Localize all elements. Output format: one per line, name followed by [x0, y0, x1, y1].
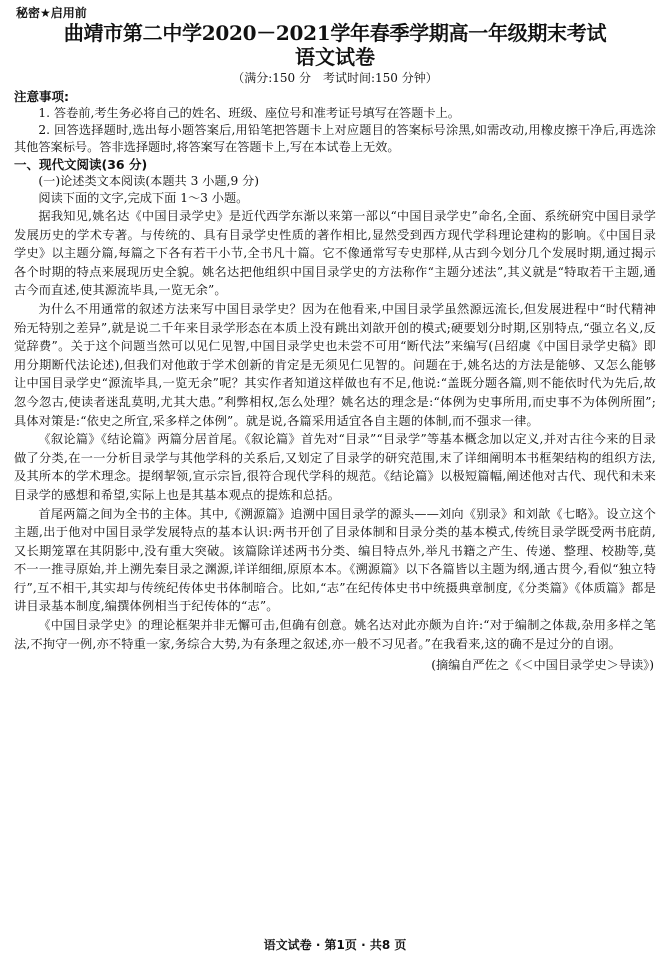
notice-heading: 注意事项: [14, 89, 69, 104]
section-sub-heading: (一)论述类文本阅读(本题共 3 小题,9 分) [38, 174, 260, 188]
passage-paragraph: 为什么不用通常的叙述方法来写中国目录学史？因为在他看来,中国目录学虽然源远流长,但发展进程中“时代精神殆无特别之差异”,就是说二千年来目录学形态在本质上没有跳出刘歆开创的模式;硬要划分时期,区别特点,“强立名义,反觉辞费”。关于这个问题当然可以见仁见智,中国目录学史也未尝不可用“断代法”来编写(吕绍虞《中国目录学史稿》即用分期断代法论述),但我们对他敢于学术创新的肯定是无须见仁见智的。问题在于,姚名达的方法是能够、又怎么能够让中国目录学史“源流毕具,一览无余”呢？其实作者知道这样做也有不足,他说:“盖既分题各篇,则不能依时代为先后,故忽今忽古,使读者迷乱莫明,尤其大患。”利弊相权,怎么处理？姚名达的理念是:“体例为史事所用,而史事不为体例所囿”;具体对策是:“依史之所宜,采多样之体例”。就是说,各篇采用适宜各自主题的体制,而不强求一律。 [14, 301, 656, 428]
exam-meta: （满分:150 分 考试时间:150 分钟） [232, 71, 438, 85]
notice-item: 2. 回答选择题时,选出每小题答案后,用铅笔把答题卡上对应题目的答案标号涂黑,如需改动,用橡皮擦干净后,再选涂其他答案标号。答非选择题时,将答案写在答题卡上,写在本试卷上无效。 [14, 123, 656, 154]
passage-paragraph: 《叙论篇》《结论篇》两篇分居首尾。《叙论篇》首先对“目录”“目录学”等基本概念加以定义,并对古往今来的目录做了分类,在一一分析目录学与其他学科的关系后,又划定了目录学的研究范围,末了详细阐明本书框架结构的组织方法,及其所本的学术理念。提纲挈领,宣示宗旨,很符合现代学科的规范。《结论篇》以极短篇幅,阐述他对古代、现代和未来目录学的感想和希望,实际上也是其基本观点的提炼和总括。 [14, 432, 656, 502]
passage-source: (摘编自严佐之《＜中国目录学史＞导读》) [431, 658, 654, 673]
passage-paragraph: 《中国目录学史》的理论框架并非无懈可击,但确有创意。姚名达对此亦颇为自许:“对于编制之体裁,杂用多样之笔法,不拘守一例,亦不特重一家,务综合大势,为有条理之叙述,亦一般不习见者。”在我看来,这的确不是过分的自诩。 [14, 618, 656, 651]
section-heading: 一、现代文阅读(36 分) [14, 157, 148, 172]
section-instruction: 阅读下面的文字,完成下面 1～3 小题。 [38, 191, 249, 205]
exam-subtitle: 语文试卷 [295, 45, 375, 69]
secret-label: 秘密★启用前 [16, 6, 87, 20]
passage-paragraph: 据我知见,姚名达《中国目录学史》是近代西学东渐以来第一部以“中国目录学史”命名,全面、系统研究中国目录学发展历史的学术专著。与传统的、具有目录学史性质的著作相比,显然受到西方现代学科理论建构的影响。《中国目录学史》以主题分篇,每篇之下各有若干小节,全书凡十篇。它不像通常写专史那样,从古到今划分几个发展时期,通过揭示各个时期的特点来展现历史全貌。姚名达把他组织中国目录学史的方法称作“主题分述法”,其义就是“特取若干主题,通古今而直述,使其源流毕具,一览无余”。 [14, 209, 656, 298]
exam-title: 曲靖市第二中学2020－2021学年春季学期高一年级期末考试 [63, 21, 607, 45]
passage-paragraph: 首尾两篇之间为全书的主体。其中,《溯源篇》追溯中国目录学的源头——刘向《别录》和刘歆《七略》。设立这个主题,出于他对中国目录学发展特点的基本认识:两书开创了目录体制和目录分类的基本模式,传统目录学既受两书庇荫,又长期笼罩在其阴影中,没有重大突破。该篇除详述两书分类、编目特点外,举凡书籍之产生、传递、整理、校勘等,莫不一一推寻原始,并上溯先秦目录之渊源,详详细细,原原本本。《溯源篇》以下各篇皆以主题为纲,通古贯今,看似“独立特行”,互不相干,其实却与传统纪传体史书体制暗合。比如,“志”在纪传体史书中统摄典章制度,《分类篇》《体质篇》都是讲目录基本制度,编撰体例相当于纪传体的“志”。 [14, 506, 656, 614]
page-footer: 语文试卷 · 第1页 · 共8 页 [263, 938, 407, 952]
notice-item: 1. 答卷前,考生务必将自己的姓名、班级、座位号和准考证号填写在答题卡上。 [38, 106, 460, 120]
